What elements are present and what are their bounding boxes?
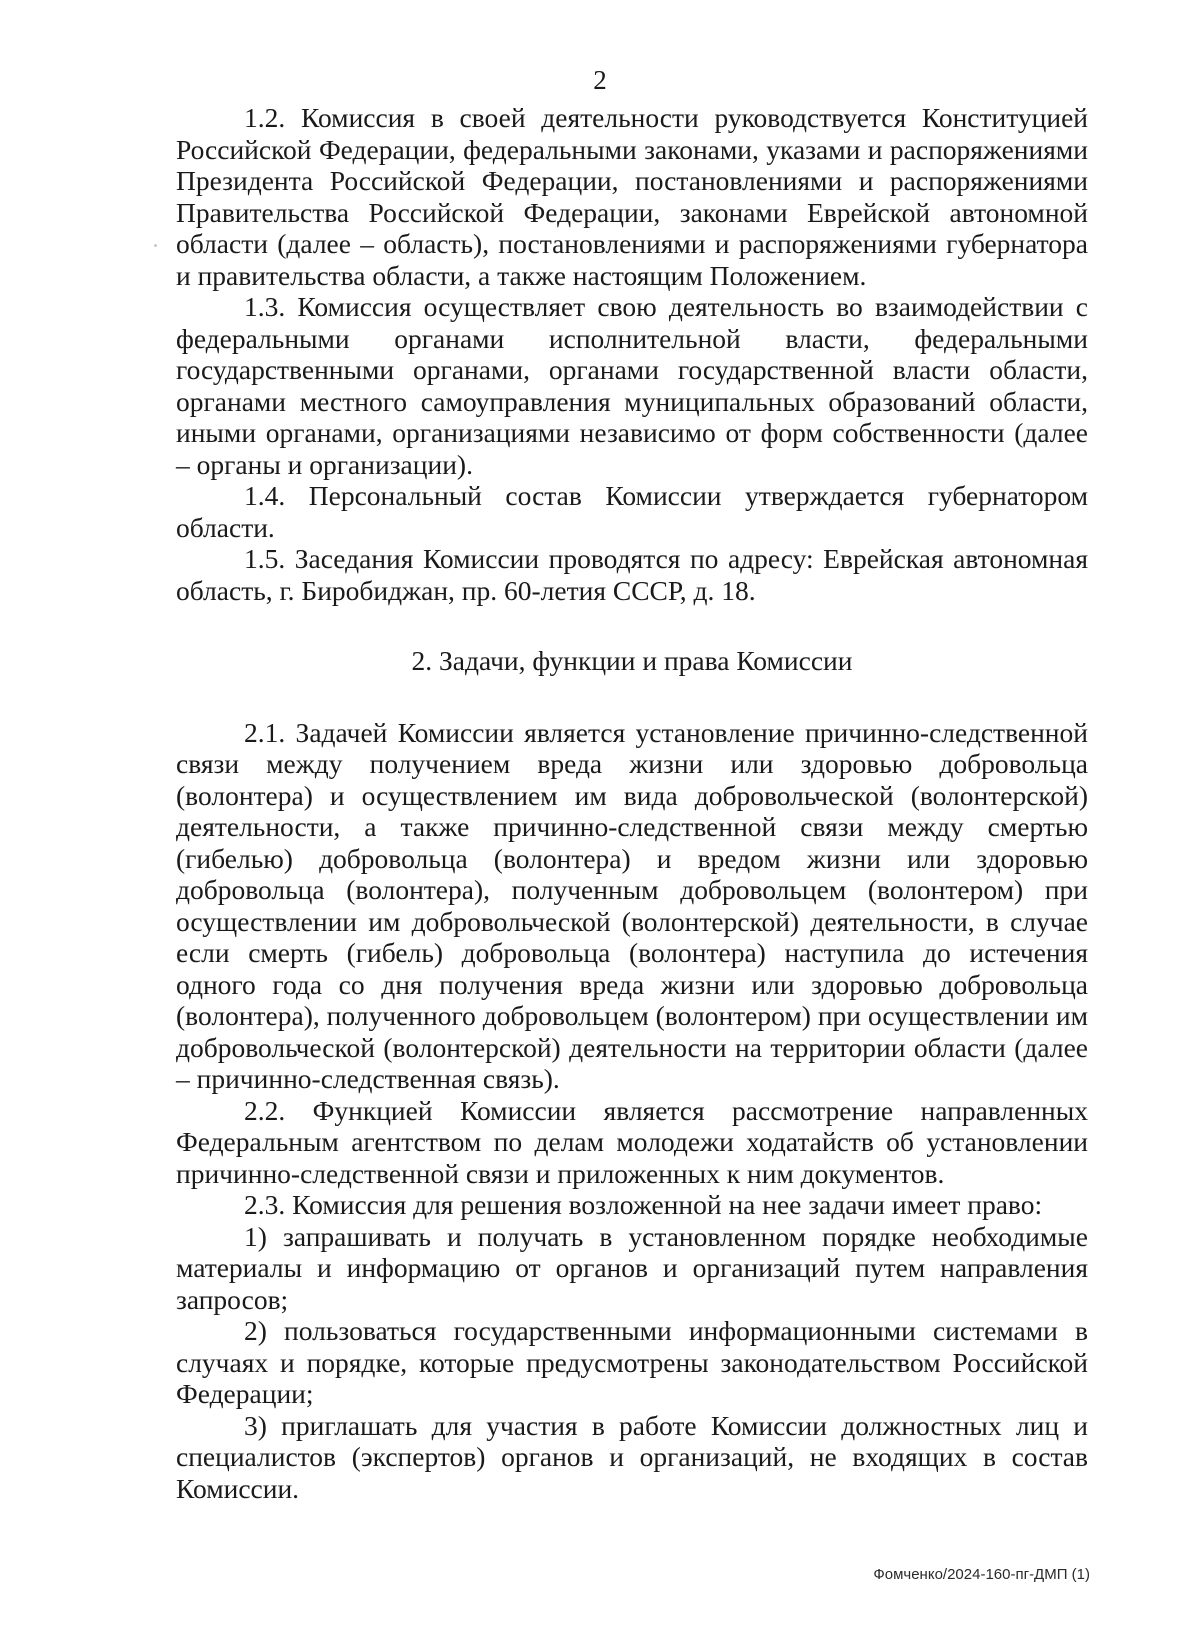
paragraph-1-3: 1.3. Комиссия осуществляет свою деятельность во взаимодействии с федеральными органами исполнительной власти, федеральными государственными органами, органами государственной власти области, органами местного самоуправления муниципальных образований области, иными органами, организациями независимо от форм собственности (далее – органы и организации).	[176, 291, 1088, 480]
section-title: 2. Задачи, функции и права Комиссии	[411, 645, 853, 676]
list-item-2: 2) пользоваться государственными информационными системами в случаях и порядке, которые предусмотрены законодательством Российской Федерации;	[176, 1315, 1088, 1409]
paragraph-2-3: 2.3. Комиссия для решения возложенной на нее задачи имеет право:	[244, 1189, 1043, 1220]
paragraph-1-2: 1.2. Комиссия в своей деятельности руководствуется Конституцией Российской Федерации, федеральными законами, указами и распоряжениями Президента Российской Федерации, постановлениями и распоряжениями Правительства Российской Федерации, законами Еврейской автономной области (далее – область), постановлениями и распоряжениями губернатора и правительства области, а также настоящим Положением.	[176, 102, 1088, 291]
list-item-3: 3) приглашать для участия в работе Комиссии должностных лиц и специалистов (экспертов) органов и организаций, не входящих в состав Комиссии.	[176, 1409, 1088, 1504]
paragraph-1-5: 1.5. Заседания Комиссии проводятся по адресу: Еврейская автономная область, г. Биробиджан, пр. 60-летия СССР, д. 18.	[176, 543, 1088, 606]
page-number: 2	[593, 65, 607, 95]
paragraph-2-2: 2.2. Функцией Комиссии является рассмотрение направленных Федеральным агентством по делам молодежи ходатайств об установлении причинно-следственной связи и приложенных к ним документов.	[176, 1094, 1088, 1189]
scan-speck	[154, 244, 157, 247]
list-item-1: 1) запрашивать и получать в установленном порядке необходимые материалы и информацию от органов и организаций путем направления запросов;	[176, 1220, 1088, 1315]
paragraph-1-4: 1.4. Персональный состав Комиссии утверждается губернатором области.	[176, 480, 1088, 543]
paragraph-2-1: 2.1. Задачей Комиссии является установление причинно-следственной связи между получением вреда жизни или здоровью добровольца (волонтера) и осуществлением им вида добровольческой (волонтерской) деятельности, а также причинно-следственной связи между смертью (гибелью) добровольца (волонтера) и вредом жизни или здоровью добровольца (волонтера), полученным добровольцем (волонтером) при осуществлении им добровольческой (волонтерской) деятельности, в случае если смерть (гибель) добровольца (волонтера) наступила до истечения одного года со дня получения вреда жизни или здоровью добровольца (волонтера), полученного добровольцем (волонтером) при осуществлении им добровольческой (волонтерской) деятельности на территории области (далее – причинно-следственная связь).	[176, 716, 1088, 1094]
document-footer: Фомченко/2024-160-пг-ДМП (1)	[873, 1566, 1090, 1583]
document-body	[176, 102, 1088, 1504]
